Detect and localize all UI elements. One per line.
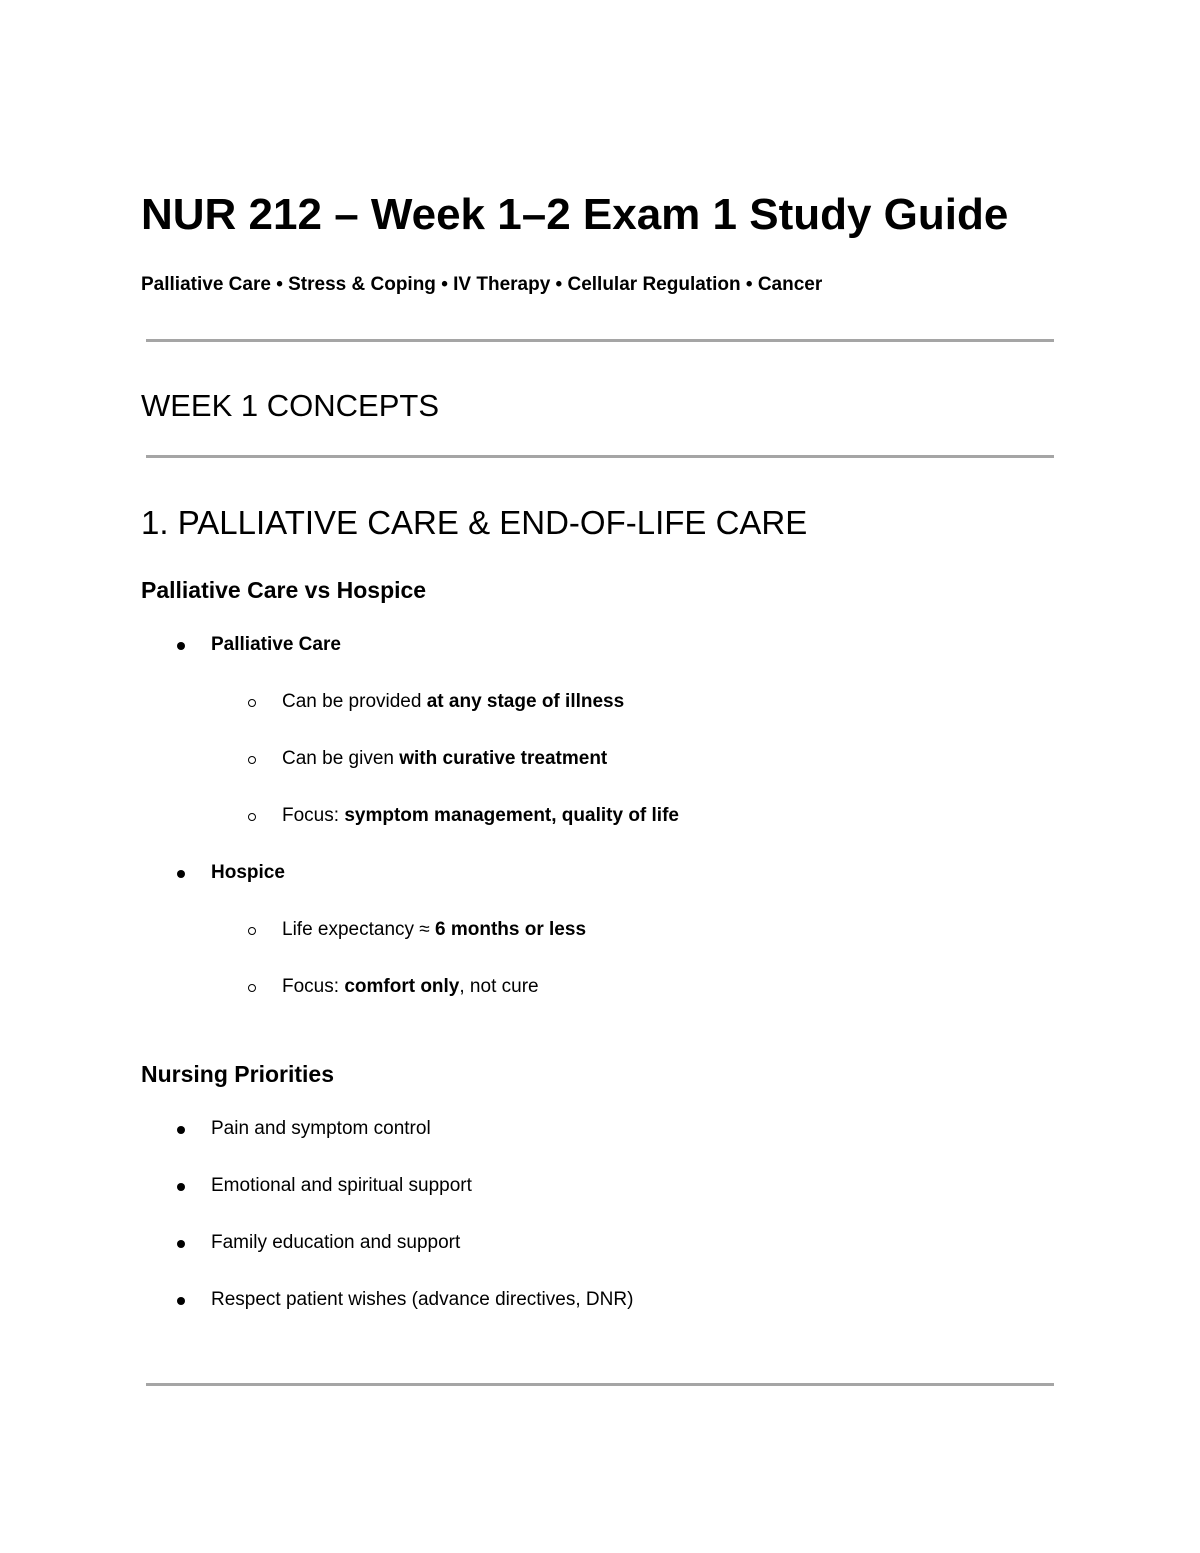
divider — [146, 1383, 1054, 1386]
circle-bullet-icon — [248, 927, 256, 935]
circle-bullet-icon — [248, 699, 256, 707]
list-item: Can be given with curative treatment — [282, 748, 608, 769]
subsection-heading: Nursing Priorities — [141, 1061, 334, 1087]
list-item: Family education and support — [211, 1232, 461, 1253]
list-item: Emotional and spiritual support — [211, 1175, 472, 1196]
bullet-icon — [177, 870, 185, 878]
list-item: Focus: symptom management, quality of life — [282, 805, 679, 826]
bullet-icon — [177, 642, 185, 650]
subsection-heading: Palliative Care vs Hospice — [141, 577, 427, 603]
list-item: Life expectancy ≈ 6 months or less — [282, 919, 587, 940]
bullet-icon — [177, 1183, 185, 1191]
list-item-label: Hospice — [211, 862, 285, 883]
list-item-label: Palliative Care — [211, 634, 341, 655]
divider — [146, 455, 1054, 458]
bullet-icon — [177, 1297, 185, 1305]
week-heading: WEEK 1 CONCEPTS — [141, 388, 439, 423]
list-item: Pain and symptom control — [211, 1118, 431, 1139]
document-subtitle: Palliative Care • Stress & Coping • IV Therapy • Cellular Regulation • Cancer — [141, 274, 823, 295]
circle-bullet-icon — [248, 984, 256, 992]
document-title: NUR 212 – Week 1–2 Exam 1 Study Guide — [141, 190, 1009, 239]
bullet-icon — [177, 1126, 185, 1134]
bullet-icon — [177, 1240, 185, 1248]
circle-bullet-icon — [248, 756, 256, 764]
section-heading: 1. PALLIATIVE CARE & END-OF-LIFE CARE — [141, 504, 808, 541]
list-item: Focus: comfort only, not cure — [282, 976, 539, 997]
list-item: Respect patient wishes (advance directives, DNR) — [211, 1289, 634, 1310]
divider — [146, 339, 1054, 342]
circle-bullet-icon — [248, 813, 256, 821]
list-item: Can be provided at any stage of illness — [282, 691, 625, 712]
